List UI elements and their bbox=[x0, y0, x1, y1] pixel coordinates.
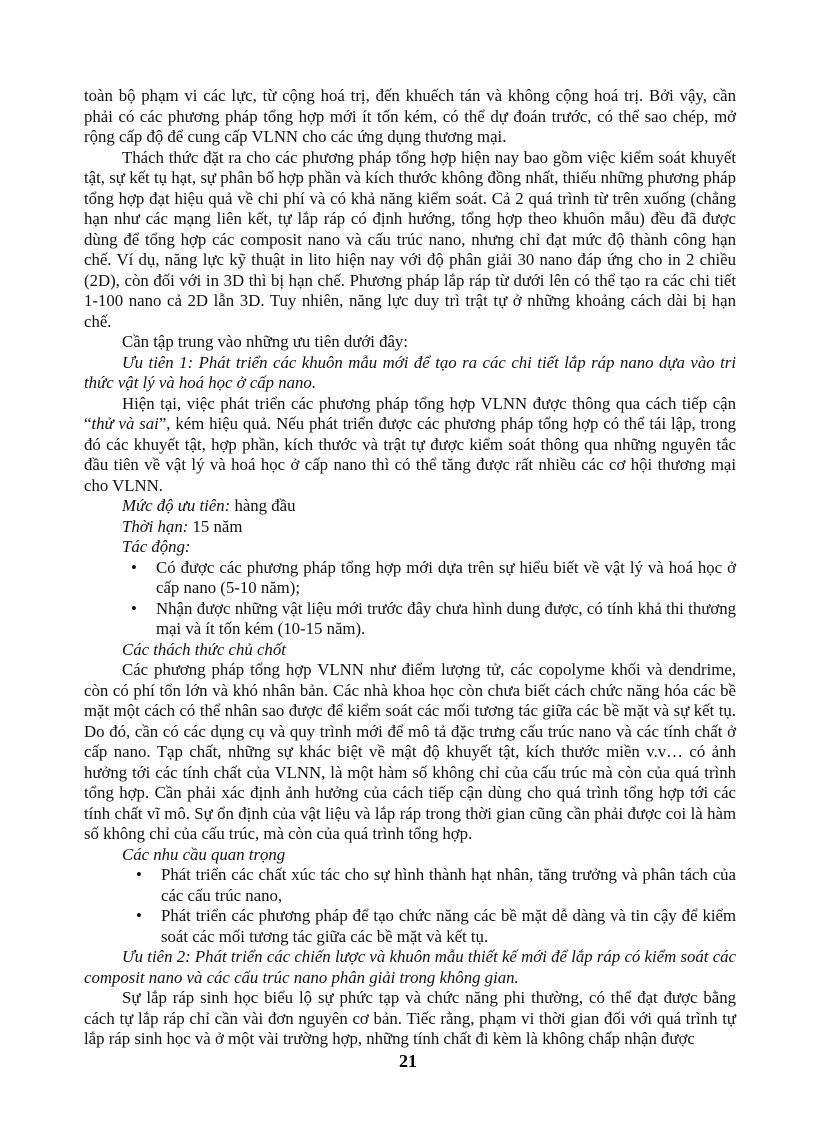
challenges-label: Các thách thức chủ chốt bbox=[122, 639, 286, 659]
list-item: • Phát triển các phương pháp để tạo chức năng các bề mặt dễ dàng và tin cậy để kiểm soát các mối tương tác giữa các bề mặt và kết tụ. bbox=[84, 906, 736, 947]
paragraph: toàn bộ phạm vi các lực, từ cộng hoá trị, đến khuếch tán và không cộng hoá trị. Bởi vậy, cần phải có các phương pháp tổng hợp mới ít tốn kém, có thể dự đoán trước, có thể sao chép, mở rộng cấp độ để cung cấp VLNN cho các ứng dụng thương mại. bbox=[84, 86, 736, 146]
paragraph: Sự lắp ráp sinh học biểu lộ sự phức tạp và chức năng phi thường, có thể đạt được bằng cách tự lắp ráp chỉ cần vài đơn nguyên cơ bản. Tiếc rằng, phạm vi thời gian đối với quá trình tự lắp ráp sinh học và ở một vài trường hợp, những tính chất đi kèm là không chấp nhận được bbox=[84, 988, 736, 1048]
needs-list bbox=[84, 865, 736, 947]
paragraph: Các phương pháp tổng hợp VLNN như điểm lượng tử, các copolyme khối và dendrime, còn có phí tổn lớn và khó nhân bản. Các nhà khoa học còn chưa biết cách chức năng hóa các bề mặt một cách có thể nhân sao được để kiểm soát các mối tương tác giữa các bề mặt và sự kết tụ. Do đó, cần có các dụng cụ và quy trình mới để mô tả đặc trưng cấu trúc nano và các tính chất ở cấp nano. Tạp chất, những sự khác biệt về mật độ khuyết tật, kích thước miền v.v… có ảnh hưởng tới các tính chất của VLNN, là một hàm số không chỉ của cấu trúc mà còn của quá trình tổng hợp. Cần phải xác định ảnh hưởng của cách tiếp cận dùng cho quá trình tổng hợp tới các tính chất vĩ mô. Sự ổn định của vật liệu và lắp ráp trong thời gian cũng cần phải được coi là hàm số không chỉ của cấu trúc, mà còn của quá trình tổng hợp. bbox=[84, 660, 736, 843]
priority-2-heading: Ưu tiên 2: Phát triển các chiến lược và khuôn mẫu thiết kế mới để lắp ráp có kiểm soát các composit nano và các cấu trúc nano phân giải trong không gian. bbox=[84, 947, 736, 987]
page-number: 21 bbox=[399, 1051, 417, 1071]
paragraph: Cần tập trung vào những ưu tiên dưới đây: bbox=[122, 332, 408, 351]
impact-label: Tác động: bbox=[122, 537, 191, 556]
paragraph: Hiện tại, việc phát triển các phương pháp tổng hợp VLNN được thông qua cách tiếp cận “thử và sai”, kém hiệu quả. Nếu phát triển được các phương pháp tổng hợp có thể tái lập, trong đó các khuyết tật, hợp phần, kích thước và trật tự được kiểm soát thông qua những nguyên tắc đầu tiên về vật lý và hoá học ở cấp nano thì có thể tăng được rất nhiều các cơ hội thương mại cho VLNN. bbox=[84, 393, 736, 495]
list-item: • Phát triển các chất xúc tác cho sự hình thành hạt nhân, tăng trưởng và phân tách của các cấu trúc nano, bbox=[84, 865, 736, 906]
priority-level: Mức độ ưu tiên: hàng đầu bbox=[122, 496, 296, 515]
impact-list bbox=[84, 558, 736, 640]
priority-1-heading: Ưu tiên 1: Phát triển các khuôn mẫu mới để tạo ra các chi tiết lắp ráp nano dựa vào tri thức vật lý và hoá học ở cấp nano. bbox=[84, 352, 736, 392]
list-item: • Có được các phương pháp tổng hợp mới dựa trên sự hiểu biết về vật lý và hoá học ở cấp nano (5-10 năm); bbox=[84, 558, 736, 599]
needs-label: Các nhu cầu quan trọng bbox=[122, 844, 286, 864]
priority-term: Thời hạn: 15 năm bbox=[122, 516, 243, 536]
emphasis: thử và sai bbox=[91, 414, 159, 433]
paragraph: Thách thức đặt ra cho các phương pháp tổng hợp hiện nay bao gồm việc kiểm soát khuyết tật, sự kết tụ hạt, sự phân bố hợp phần và kích thước không đồng nhất, thiếu những phương pháp tổng hợp đạt hiệu quả về chi phí và có khả năng kiểm soát. Cả 2 quá trình từ trên xuống (chẳng hạn như các mạng liên kết, tự lắp ráp có định hướng, tổng hợp theo khuôn mẫu) đều đã được dùng để tổng hợp các composit nano và cấu trúc nano, nhưng chỉ đạt mức độ thành công hạn chế. Ví dụ, năng lực kỹ thuật in lito hiện nay với độ phân giải 30 nano đáp ứng cho in 2 chiều (2D), còn đối với in 3D thì bị hạn chế. Phương pháp lắp ráp từ dưới lên có thể tạo ra các chi tiết 1-100 nano cả 2D lẫn 3D. Tuy nhiên, năng lực duy trì trật tự ở những khoảng cách dài bị hạn chế. bbox=[84, 147, 736, 331]
list-item: • Nhận được những vật liệu mới trước đây chưa hình dung được, có tính khả thi thương mại và ít tốn kém (10-15 năm). bbox=[84, 599, 736, 640]
document-body bbox=[84, 86, 736, 1050]
